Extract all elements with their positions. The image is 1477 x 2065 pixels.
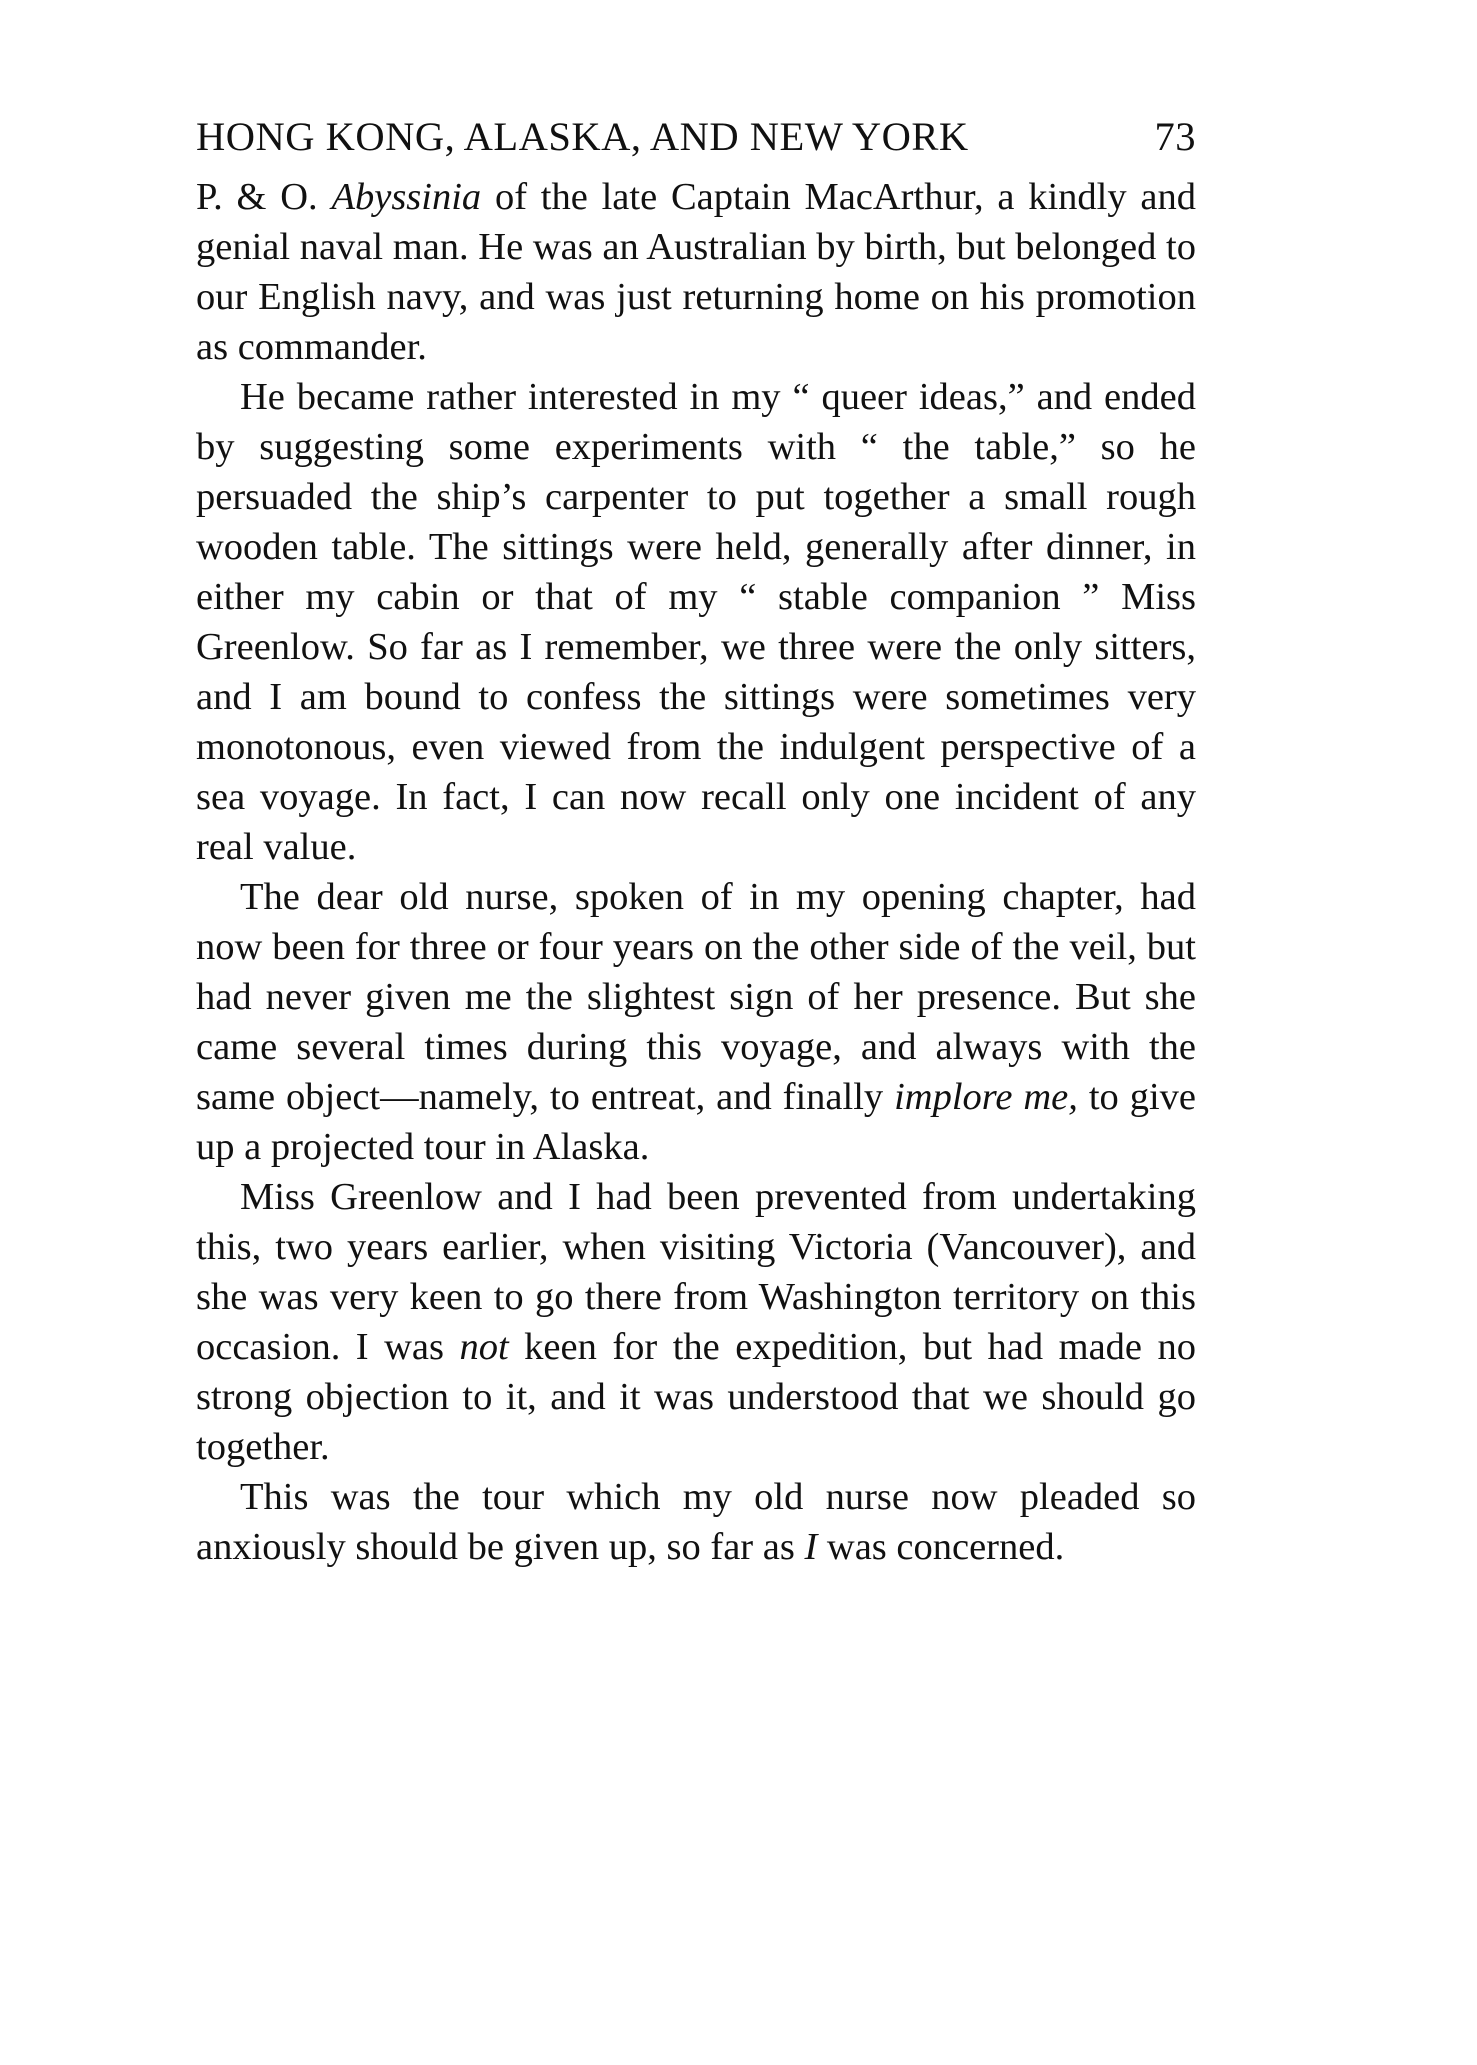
text-segment: keen for the expedition, but had made no strong objection to it, and it was understood that we should go together.	[196, 1326, 1196, 1468]
text-segment: This was the tour which my old nurse now pleaded so anxiously should be given up, so far as	[196, 1476, 1196, 1568]
paragraph-3	[196, 872, 1196, 1172]
page-number: 73	[1154, 114, 1196, 159]
book-page	[196, 112, 1196, 1572]
emphasis-italic: I	[804, 1526, 818, 1568]
emphasis-italic: implore me,	[894, 1076, 1078, 1118]
running-head-title: HONG KONG, ALASKA, AND NEW YORK	[196, 114, 969, 159]
text-segment: He became rather interested in my “ queer ideas,” and ended by suggesting some experiments with “ the table,” so he persuaded the ship’s carpenter to put together a small rough wooden table. The sittings were held, generally after dinner, in either my cabin or that of my “ stable companion ” Miss Greenlow. So far as I remember, we three were the only sitters, and I am bound to confess the sittings were sometimes very monotonous, even viewed from the indulgent perspective of a sea voyage. In fact, I can now recall only one incident of any real value.	[196, 376, 1196, 868]
emphasis-italic: not	[459, 1326, 509, 1368]
text-segment: was concerned.	[817, 1526, 1065, 1568]
text-segment: of the late Captain MacArthur, a kindly and genial naval man. He was an Australian by birth, but belonged to our English navy, and was just returning home on his promotion as commander.	[196, 176, 1196, 368]
paragraph-1	[196, 172, 1196, 372]
paragraph-5	[196, 1472, 1196, 1572]
text-segment: Miss Greenlow and I had been prevented from undertaking this, two years earlier, when visiting Victoria (Vancouver), and she was very keen to go there from Washington territory on this occasion. I was	[196, 1176, 1196, 1368]
ship-name-italic: Abyssinia	[331, 176, 482, 218]
paragraph-2	[196, 372, 1196, 872]
running-head	[196, 112, 1196, 172]
paragraph-4	[196, 1172, 1196, 1472]
text-segment: to give up a projected tour in Alaska.	[196, 1076, 1197, 1168]
text-segment: The dear old nurse, spoken of in my opening chapter, had now been for three or four years on the other side of the veil, but had never given me the slightest sign of her presence. But she came several times during this voyage, and always with the same object—namely, to entreat, and finally	[196, 876, 1196, 1118]
text-segment: P. & O.	[196, 176, 332, 218]
